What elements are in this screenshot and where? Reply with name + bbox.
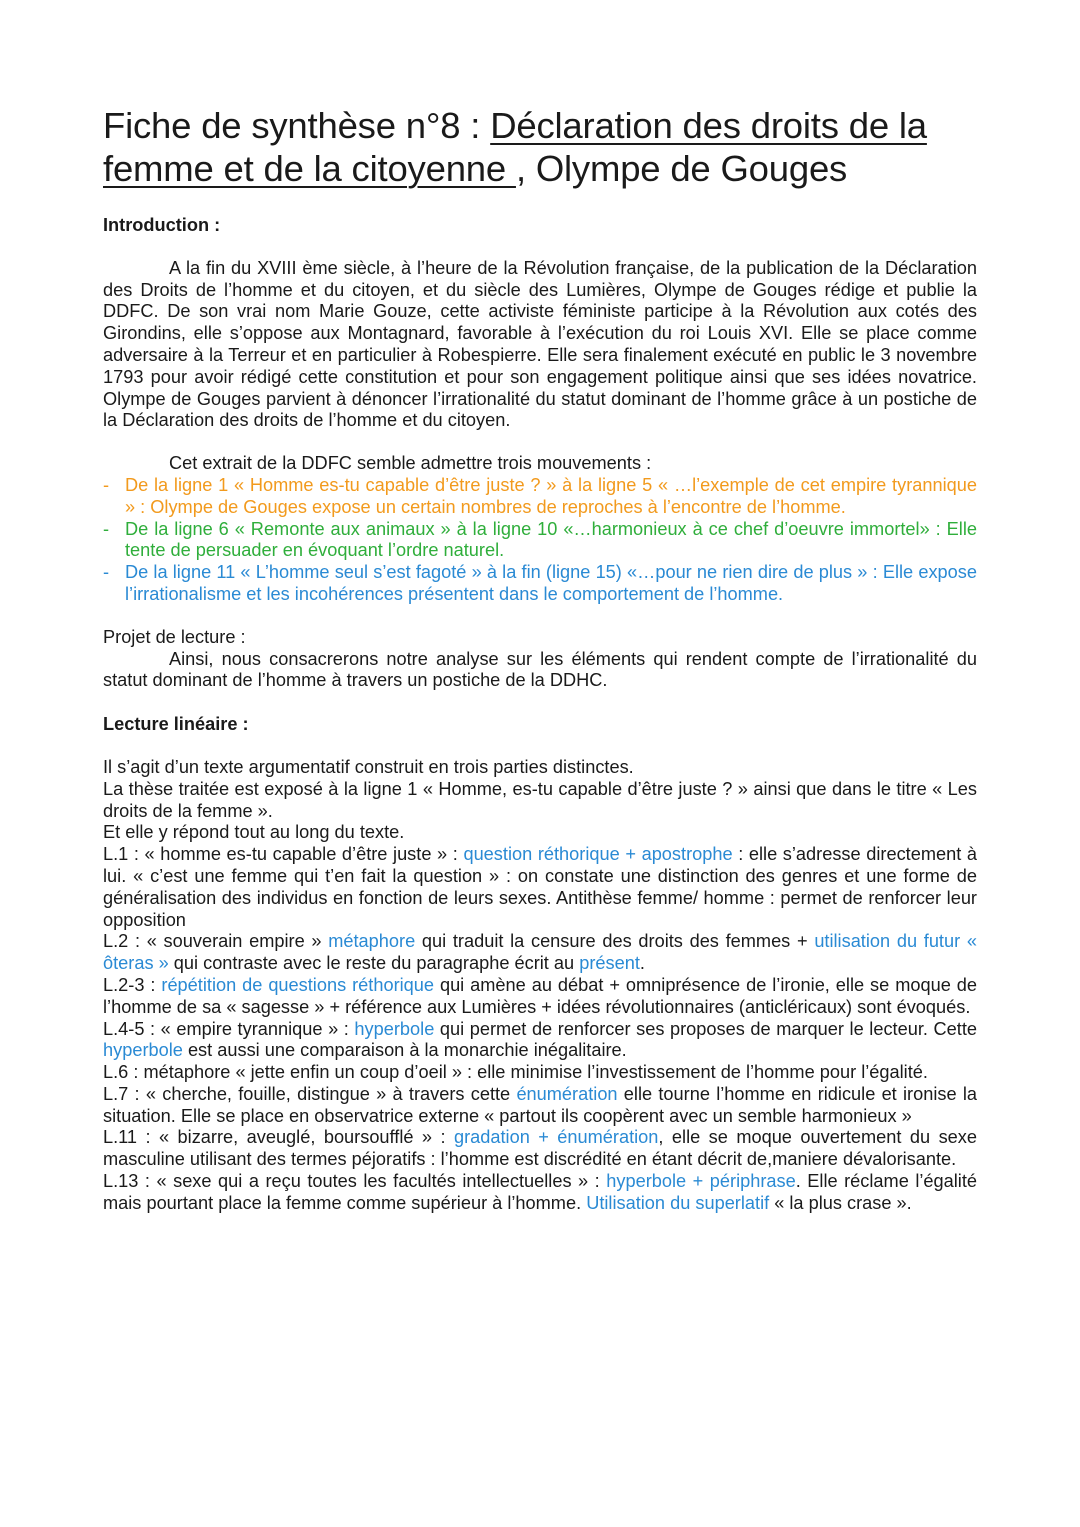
figure-label: utilisation du futur « ôteras » xyxy=(103,931,977,974)
lecture-heading: Lecture linéaire : xyxy=(103,714,249,735)
figure-label: hyperbole xyxy=(354,1018,435,1039)
lecture-line-1: Il s’agit d’un texte argumentatif construit en trois parties distinctes. xyxy=(103,756,634,777)
figure-label: question réthorique + apostrophe xyxy=(463,844,733,865)
analysis-l6: L.6 : métaphore « jette enfin un coup d’oeil » : elle minimise l’investissement de l’homme pour l’égalité. xyxy=(103,1062,928,1083)
figure-label: présent xyxy=(579,953,640,974)
movement-item-1: - De la ligne 1 « Homme es-tu capable d’être juste ? » à la ligne 5 « …l’exemple de cet empire tyrannique » : Olympe de Gouges expose un certain nombres de reproches à l’encontre de l’homme. xyxy=(103,475,977,519)
analysis-l13: L.13 : « sexe qui a reçu toutes les facultés intellectuelles » : hyperbole + périphrase. Elle réclame l’égalité mais pourtant place la femme comme supérieur à l’homme. Utilisation du superlatif « la plus crase ». xyxy=(103,1171,977,1213)
analysis-l1: L.1 : « homme es-tu capable d’être juste » : question réthorique + apostrophe : elle s’adresse directement à lui. « c’est une femme qui t’en fait la question » : on constate une distinction des genres et une forme de généralisation des individus en fonction de leurs sexes. Antithèse femme/ homme : permet de renforcer leur opposition xyxy=(103,844,977,930)
projet-text: Ainsi, nous consacrerons notre analyse sur les éléments qui rendent compte de l’irrationalité du statut dominant de l’homme à travers un postiche de la DDHC. xyxy=(103,648,977,691)
intro-heading: Introduction : xyxy=(103,215,221,235)
figure-label: Utilisation du superlatif xyxy=(586,1192,770,1213)
analysis-l2-3: L.2-3 : répétition de questions réthorique qui amène au débat + omniprésence de l’ironie, elle se moque de l’homme de sa « sagesse » + référence aux Lumières + idées révolutionnaires (anticléricaux) sont évoqués. xyxy=(103,974,977,1017)
figure-label: métaphore xyxy=(328,931,416,952)
figure-label: hyperbole + périphrase xyxy=(606,1171,796,1192)
title-work: Déclaration des droits de la femme et de la citoyenne xyxy=(103,105,927,189)
lecture-body xyxy=(103,757,977,1215)
lecture-line-3: Et elle y répond tout au long du texte. xyxy=(103,822,405,843)
page-title xyxy=(103,104,977,190)
title-prefix: Fiche de synthèse n°8 : xyxy=(103,105,491,146)
figure-label: hyperbole xyxy=(103,1040,183,1061)
title-author: , Olympe de Gouges xyxy=(515,148,848,189)
intro-paragraph: A la fin du XVIII ème siècle, à l’heure de la Révolution française, de la publication de la Déclaration des Droits de l’homme et du citoyen, et du siècle des Lumières, Olympe de Gouges rédige et publie la DDFC. De son vrai nom Marie Gouze, cette activiste féministe participe à la Révolution aux cotés des Girondins, elle s’oppose aux Montagnard, favorable à l’exécution du roi Louis XVI. Elle se place comme adversaire à la Terreur et en particulier à Robespierre. Elle sera finalement exécuté en public le 3 novembre 1793 pour avoir rédigé cette constitution et pour son engagement politique ainsi que ses idées novatrice. Olympe de Gouges parvient à dénoncer l’irrationalité du statut dominant de l’homme grâce à un postiche de la Déclaration des droits de l’homme et du citoyen. xyxy=(103,257,977,431)
figure-label: répétition de questions réthorique xyxy=(161,974,435,995)
document-page xyxy=(103,104,977,1215)
analysis-l2: L.2 : « souverain empire » métaphore qui traduit la censure des droits des femmes + utilisation du futur « ôteras » qui contraste avec le reste du paragraphe écrit au présent. xyxy=(103,931,977,974)
figure-label: énumération xyxy=(516,1083,618,1104)
projet-heading: Projet de lecture : xyxy=(103,626,246,647)
movements-list xyxy=(103,475,977,606)
figure-label: gradation + énumération xyxy=(453,1127,659,1148)
analysis-l11: L.11 : « bizarre, aveuglé, boursoufflé » : gradation + énumération, elle se moque ouvertement du sexe masculine utilisant des termes péjoratifs : l’homme est discrédité en étant décrit de,maniere dévalorisante. xyxy=(103,1127,977,1170)
movement-item-3: - De la ligne 11 « L’homme seul s’est fagoté » à la fin (ligne 15) «…pour ne rien dire de plus » : Elle expose l’irrationalisme et les incohérences présentent dans le comportement de l’homme. xyxy=(103,562,977,606)
analysis-l7: L.7 : « cherche, fouille, distingue » à travers cette énumération elle tourne l’homme en ridicule et ironise la situation. Elle se place en observatrice externe « partout ils coopèrent avec un semble harmonieux » xyxy=(103,1083,977,1126)
analysis-l4-5: L.4-5 : « empire tyrannique » : hyperbole qui permet de renforcer ses proposes de marquer le lecteur. Cette hyperbole est aussi une comparaison à la monarchie inégalitaire. xyxy=(103,1018,977,1061)
lecture-line-2: La thèse traitée est exposé à la ligne 1 « Homme, es-tu capable d’être juste ? » ainsi que dans le titre « Les droits de la femme ». xyxy=(103,778,977,821)
movements-intro: Cet extrait de la DDFC semble admettre trois mouvements : xyxy=(169,453,652,474)
movement-item-2: - De la ligne 6 « Remonte aux animaux » à la ligne 10 «…harmonieux à ce chef d’oeuvre immortel» : Elle tente de persuader en évoquant l’ordre naturel. xyxy=(103,519,977,563)
